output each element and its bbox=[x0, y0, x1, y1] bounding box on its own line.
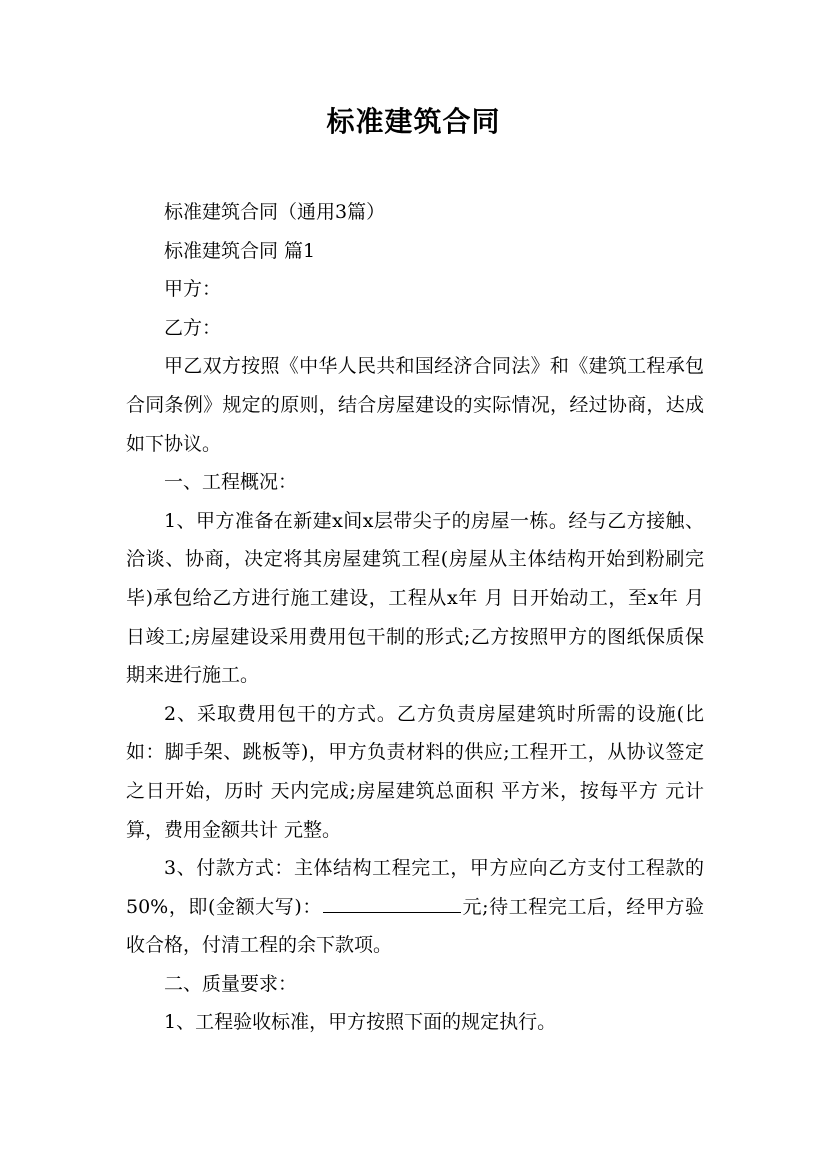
section-heading: 标准建筑合同 篇1 bbox=[164, 239, 316, 262]
clause-1-paragraph: 1、甲方准备在新建x间x层带尖子的房屋一栋。经与乙方接触、洽谈、协商，决定将其房屋建筑工程(房屋从主体结构开始到粉刷完毕)承包给乙方进行施工建设，工程从x年 月 日开始动工，至x年 月 日竣工;房屋建设采用费用包干制的形式;乙方按照甲方的图纸保质保期来进行施工。 bbox=[126, 509, 711, 687]
party-a-line: 甲方： bbox=[164, 278, 222, 301]
amount-blank-line bbox=[323, 911, 461, 913]
document-body bbox=[126, 193, 711, 1042]
subtitle-line: 标准建筑合同（通用3篇） bbox=[164, 201, 386, 223]
document-title: 标准建筑合同 bbox=[326, 105, 501, 138]
clause-3-paragraph bbox=[126, 849, 704, 965]
preamble-paragraph: 甲乙双方按照《中华人民共和国经济合同法》和《建筑工程承包合同条例》规定的原则，结合房屋建设的实际情况，经过协商，达成如下协议。 bbox=[126, 355, 704, 455]
clause-2-paragraph: 2、采取费用包干的方式。乙方负责房屋建筑时所需的设施(比如：脚手架、跳板等)，甲方负责材料的供应;工程开工，从协议签定之日开始，历时 天内完成;房屋建筑总面积 平方米，按每平方 元计算，费用金额共计 元整。 bbox=[126, 702, 704, 841]
section-overview-heading: 一、工程概况： bbox=[164, 471, 298, 494]
quality-item-1: 1、工程验收标准，甲方按照下面的规定执行。 bbox=[164, 1011, 557, 1034]
payment-text-before: 3、付款方式：主体结构工程完工，甲方应向乙方支付工程款的50%，即(金额大写)： bbox=[126, 857, 704, 918]
payment-text-after: 元;待工程完工后，经甲方验收合格，付清工程的余下款项。 bbox=[126, 895, 705, 957]
party-b-line: 乙方： bbox=[164, 316, 222, 339]
section-quality-heading: 二、质量要求： bbox=[164, 972, 298, 995]
